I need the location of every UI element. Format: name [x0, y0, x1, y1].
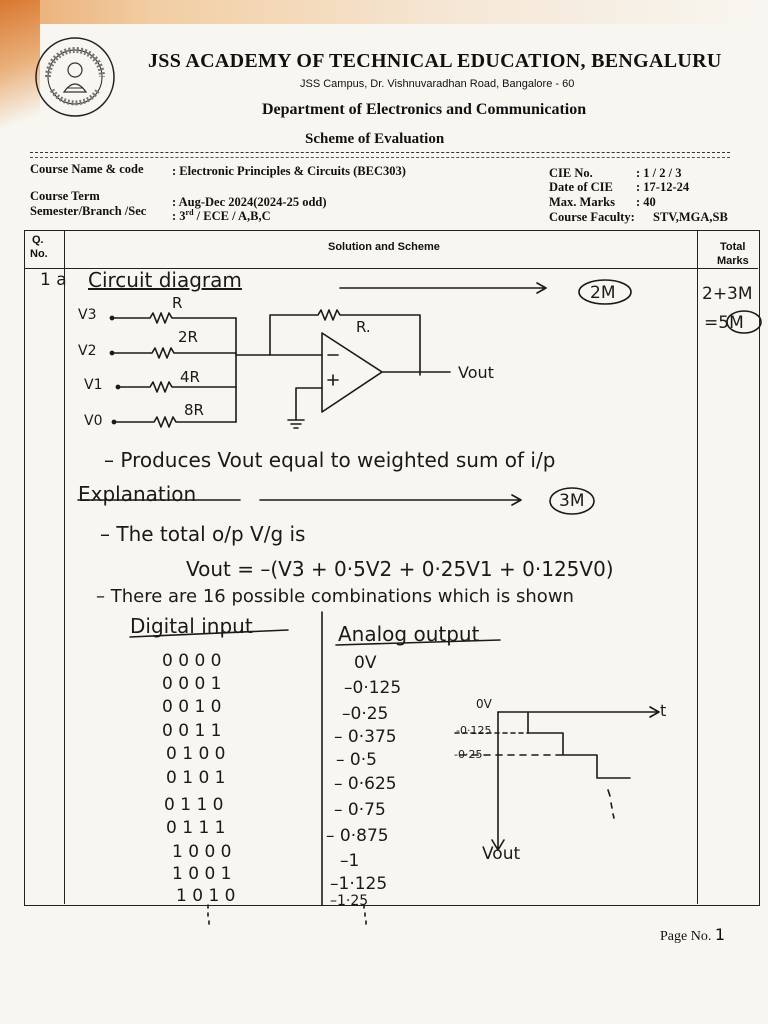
resistor-label-2r: 2R	[178, 328, 198, 346]
analog-row-8: –1	[340, 851, 360, 871]
analog-row-6: – 0·75	[334, 800, 386, 820]
analog-row-0: 0V	[354, 653, 377, 673]
digital-row-7: 0 1 1 1	[166, 818, 226, 838]
page-number: Page No. 1	[660, 925, 726, 944]
max-marks-label: Max. Marks	[549, 195, 615, 209]
course-term-value: : Aug-Dec 2024(2024-25 odd)	[172, 195, 327, 209]
digital-row-10: 1 0 1 0	[176, 886, 236, 906]
institute-name: JSS ACADEMY OF TECHNICAL EDUCATION, BENGALURU	[148, 50, 722, 72]
total-marks-result: =5M	[704, 313, 744, 333]
max-marks-value: : 40	[636, 195, 656, 209]
explanation-heading: Explanation	[78, 482, 197, 506]
resistor-label-4r: 4R	[180, 368, 200, 386]
semester-value: : 3rd / ECE / A,B,C	[172, 208, 271, 224]
total-marks-expr: 2+3M	[702, 284, 753, 304]
resistor-label-8r: 8R	[184, 401, 204, 419]
output-vout-label: Vout	[458, 363, 494, 382]
digital-row-6: 0 1 1 0	[164, 795, 224, 815]
institute-address: JSS Campus, Dr. Vishnuvaradhan Road, Bangalore - 60	[300, 78, 575, 90]
semester-label: Semester/Branch /Sec	[30, 204, 147, 218]
line-total-output: – The total o/p V/g is	[100, 522, 306, 546]
digital-input-heading: Digital input	[130, 614, 253, 638]
graph-zero-label: 0V	[476, 697, 492, 711]
input-v2-label: V2	[78, 343, 97, 359]
question-number: 1 a	[40, 270, 67, 290]
digital-row-8: 1 0 0 0	[172, 842, 232, 862]
digital-row-9: 1 0 0 1	[172, 864, 232, 884]
document-title: Scheme of Evaluation	[305, 131, 445, 147]
digital-row-2: 0 0 1 0	[162, 697, 222, 717]
department-name: Department of Electronics and Communication	[262, 101, 587, 118]
line-combinations: – There are 16 possible combinations which is shown	[96, 586, 574, 607]
line-produces: – Produces Vout equal to weighted sum of i/p	[104, 448, 556, 472]
col-header-no: No.	[30, 248, 48, 260]
col-header-solution: Solution and Scheme	[328, 241, 440, 253]
date-value: : 17-12-24	[636, 180, 690, 194]
course-term-label: Course Term	[30, 189, 100, 203]
analog-row-1: –0·125	[344, 678, 402, 698]
graph-vout-label: Vout	[482, 844, 521, 864]
analog-row-3: – 0·375	[334, 727, 397, 747]
analog-row-4: – 0·5	[336, 750, 377, 770]
input-v1-label: V1	[84, 377, 103, 393]
digital-row-0: 0 0 0 0	[162, 651, 222, 671]
col-header-marks: Marks	[717, 255, 749, 267]
col-header-total: Total	[720, 241, 746, 253]
analog-row-9: –1·125	[330, 874, 388, 894]
graph-time-label: t	[660, 701, 667, 720]
analog-row-10: –1·25	[330, 893, 369, 909]
digital-row-5: 0 1 0 1	[166, 768, 226, 788]
course-name-value: : Electronic Principles & Circuits (BEC303)	[172, 164, 406, 178]
graph-tick-label-1: -0·125	[456, 724, 492, 737]
output-equation: Vout = –(V3 + 0·5V2 + 0·25V1 + 0·125V0)	[186, 557, 614, 581]
analog-output-heading: Analog output	[338, 622, 480, 646]
date-label: Date of CIE	[549, 180, 613, 194]
col-header-q: Q.	[32, 234, 44, 246]
digital-row-4: 0 1 0 0	[166, 744, 226, 764]
input-v0-label: V0	[84, 413, 103, 429]
cie-value: : 1 / 2 / 3	[636, 166, 682, 180]
faculty-value: STV,MGA,SB	[653, 210, 728, 224]
faculty-label: Course Faculty:	[549, 210, 635, 224]
marks-circuit: 2M	[590, 283, 616, 303]
graph-tick-label-2: -0·25	[454, 748, 483, 761]
circuit-heading: Circuit diagram	[88, 268, 242, 292]
cie-label: CIE No.	[549, 166, 593, 180]
digital-row-1: 0 0 0 1	[162, 674, 222, 694]
course-name-label: Course Name & code	[30, 162, 144, 176]
input-v3-label: V3	[78, 307, 97, 323]
analog-row-7: – 0·875	[326, 826, 389, 846]
feedback-resistor-label: R.	[356, 318, 371, 336]
resistor-label-r: R	[172, 294, 183, 312]
analog-row-5: – 0·625	[334, 774, 397, 794]
digital-row-3: 0 0 1 1	[162, 721, 222, 741]
analog-row-2: –0·25	[342, 704, 389, 724]
marks-explanation: 3M	[559, 491, 585, 511]
